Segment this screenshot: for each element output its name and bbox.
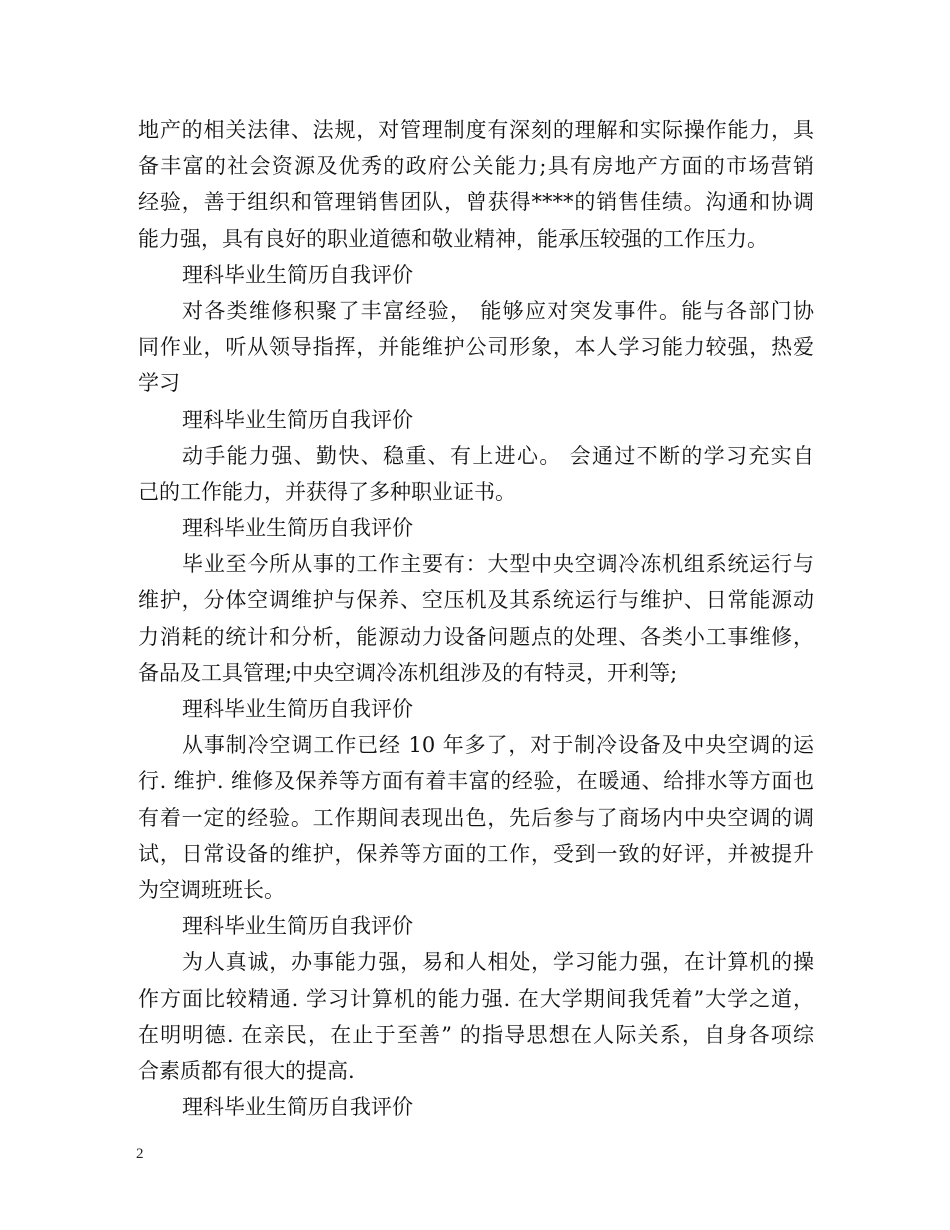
body-text-line: 行. 维护. 维修及保养等方面有着丰富的经验，在暖通、给排水等方面也 xyxy=(138,769,814,794)
section-heading: 理科毕业生简历自我评价 xyxy=(182,262,413,287)
body-text-line: 地产的相关法律、法规，对管理制度有深刻的理解和实际操作能力，具 xyxy=(138,118,814,142)
body-text-line: 对各类维修积聚了丰富经验， 能够应对突发事件。能与各部门协 xyxy=(182,298,814,323)
section-heading: 理科毕业生简历自我评价 xyxy=(182,516,413,541)
body-text-line: 为空调班班长。 xyxy=(138,877,285,902)
body-text-line: 备丰富的社会资源及优秀的政府公关能力;具有房地产方面的市场营销 xyxy=(138,154,814,179)
body-text-line: 学习 xyxy=(138,371,180,396)
section-heading: 理科毕业生简历自我评价 xyxy=(182,407,413,432)
body-text-line: 试，日常设备的维护，保养等方面的工作，受到一致的好评，并被提升 xyxy=(138,841,814,866)
body-text-line: 经验，善于组织和管理销售团队，曾获得****的销售佳绩。沟通和协调 xyxy=(138,190,814,215)
body-text-line: 在明明德. 在亲民，在止于至善” 的指导思想在人际关系，自身各项综 xyxy=(138,1022,814,1047)
body-text-line: 能力强，具有良好的职业道德和敬业精神，能承压较强的工作压力。 xyxy=(138,226,768,251)
body-text-line: 毕业至今所从事的工作主要有：大型中央空调冷冻机组系统运行与 xyxy=(182,552,814,577)
body-text-line: 为人真诚，办事能力强，易和人相处，学习能力强，在计算机的操 xyxy=(182,950,814,975)
body-text-line: 备品及工具管理;中央空调冷冻机组涉及的有特灵，开利等; xyxy=(138,660,678,685)
section-heading: 理科毕业生简历自我评价 xyxy=(182,1095,413,1120)
document-body xyxy=(138,112,814,1125)
section-heading: 理科毕业生简历自我评价 xyxy=(182,914,413,939)
body-text-line: 有着一定的经验。工作期间表现出色，先后参与了商场内中央空调的调 xyxy=(138,805,814,830)
body-text-line: 同作业，听从领导指挥，并能维护公司形象，本人学习能力较强，热爱 xyxy=(138,335,814,360)
body-text-line: 力消耗的统计和分析，能源动力设备问题点的处理、各类小工事维修， xyxy=(138,624,814,649)
body-text-line: 己的工作能力，并获得了多种职业证书。 xyxy=(138,479,516,504)
page-number: 2 xyxy=(136,1146,144,1162)
body-text-line: 维护，分体空调维护与保养、空压机及其系统运行与维护、日常能源动 xyxy=(138,588,814,613)
body-text-line: 从事制冷空调工作已经 10 年多了，对于制冷设备及中央空调的运 xyxy=(182,733,814,758)
section-heading: 理科毕业生简历自我评价 xyxy=(182,697,413,721)
body-text-line: 动手能力强、勤快、稳重、有上进心。 会通过不断的学习充实自 xyxy=(182,443,814,468)
body-text-line: 作方面比较精通. 学习计算机的能力强. 在大学期间我凭着”大学之道， xyxy=(138,986,814,1011)
body-text-line: 合素质都有很大的提高. xyxy=(138,1058,355,1083)
